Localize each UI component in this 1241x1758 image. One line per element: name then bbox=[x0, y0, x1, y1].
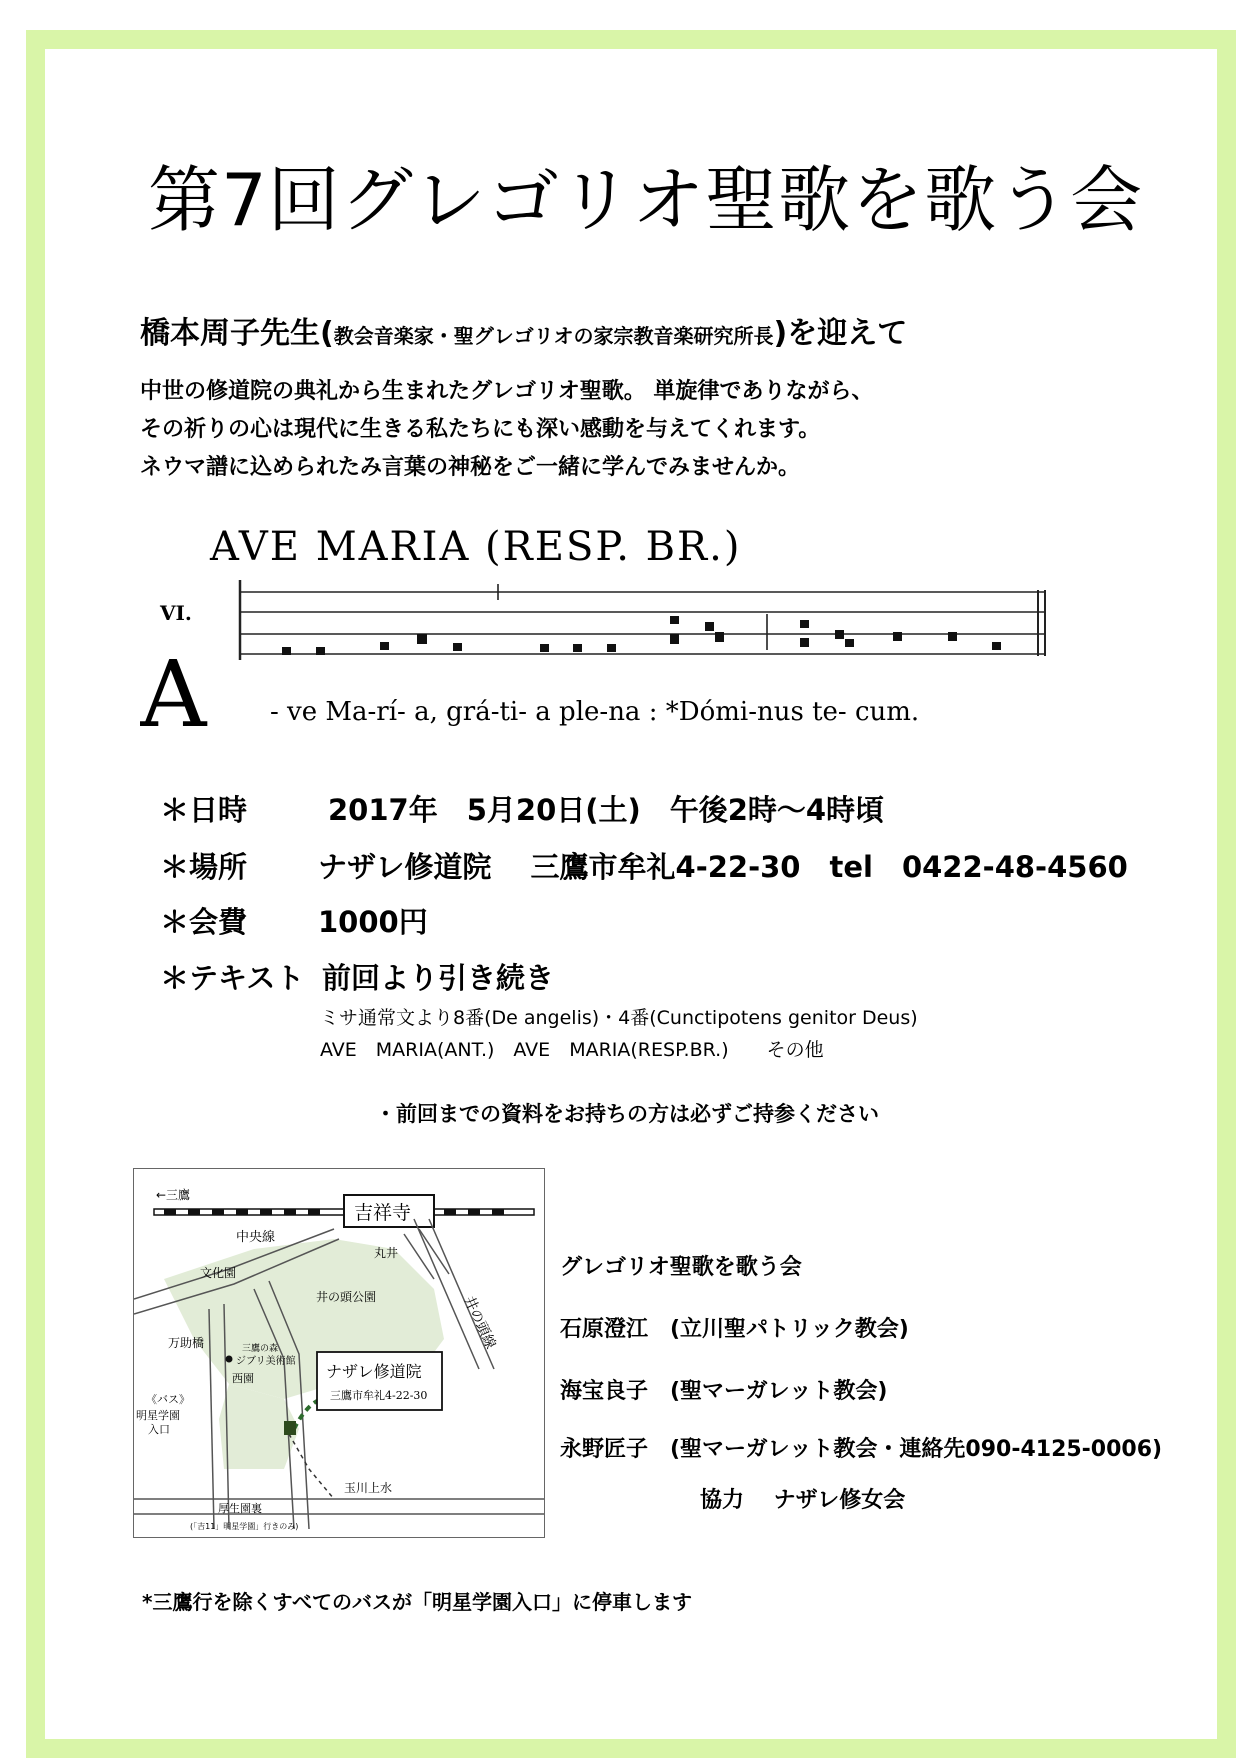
intro-line-1: 中世の修道院の典礼から生まれたグレゴリオ聖歌。 単旋律でありながら、 bbox=[140, 379, 874, 404]
chant-initial: A bbox=[140, 641, 207, 740]
bus-note: *三鷹行を除くすべてのバスが「明星学園入口」に停車します bbox=[142, 1590, 693, 1614]
place-row bbox=[160, 845, 1128, 886]
map-label-line: 中央線 bbox=[236, 1230, 276, 1245]
map-label-seien: 西園 bbox=[232, 1372, 254, 1385]
fee-value: 1000円 bbox=[318, 905, 428, 939]
text-value: 前回より引き続き bbox=[322, 961, 555, 995]
map-label-nazareth: ナザレ修道院 bbox=[326, 1362, 422, 1381]
bring-materials-note: ・前回までの資料をお持ちの方は必ずご持参ください bbox=[375, 1102, 879, 1126]
fee-row bbox=[160, 900, 428, 941]
guest-name: 橋本周子先生 bbox=[140, 316, 320, 351]
guest-paren-open: ( bbox=[320, 316, 334, 351]
text-sub-line-1: ミサ通常文より8番(De angelis)・4番(Cunctipotens genitor Deus) bbox=[320, 1007, 918, 1029]
map-label-nazareth-addr: 三鷹市牟礼4-22-30 bbox=[330, 1389, 428, 1402]
contact-person-3: 永野匠子 (聖マーガレット教会・連絡先090-4125-0006) bbox=[560, 1437, 1163, 1462]
map-label-to-mitaka: ←三鷹 bbox=[156, 1188, 191, 1202]
map-label-kosei-note: (「吉11」明星学園」行きのみ) bbox=[190, 1522, 299, 1531]
map-drawing bbox=[134, 1169, 544, 1537]
map-label-ghibli-1: 三鷹の森 bbox=[242, 1344, 279, 1354]
chant-neumes bbox=[282, 616, 1001, 655]
guest-role: 教会音楽家・聖グレゴリオの家宗教音楽研究所長 bbox=[333, 324, 774, 348]
guest-suffix: を迎えて bbox=[787, 316, 908, 351]
fee-label: ＊会費 bbox=[160, 905, 248, 939]
text-label: ＊テキスト bbox=[160, 961, 305, 995]
chant-mode: VI. bbox=[160, 601, 192, 625]
chant-heading: AVE MARIA (RESP. BR.) bbox=[210, 524, 742, 570]
map-label-bus-3: 入口 bbox=[148, 1423, 170, 1436]
map-label-bus-2: 明星学園 bbox=[136, 1409, 180, 1422]
guest-paren-close: ) bbox=[773, 316, 788, 351]
page-title: 第7回グレゴリオ聖歌を歌う会 bbox=[148, 158, 1144, 242]
contact-cooperation: 協力 ナザレ修女会 bbox=[700, 1488, 906, 1513]
map-tamagawa-dashed bbox=[289, 1434, 334, 1499]
place-value: ナザレ修道院 三鷹市牟礼4-22-30 tel 0422-48-4560 bbox=[318, 850, 1128, 884]
map-label-bus-1: 《バス》 bbox=[146, 1393, 190, 1406]
map-label-bunka: 文化園 bbox=[200, 1266, 237, 1280]
date-row bbox=[160, 788, 884, 829]
chant-score bbox=[140, 520, 1080, 740]
map-label-inokashira-line: 井の頭線 bbox=[460, 1293, 499, 1352]
contact-person-2: 海宝良子 (聖マーガレット教会) bbox=[560, 1379, 888, 1404]
intro-line-3: ネウマ譜に込められたみ言葉の神秘をご一緒に学んでみませんか。 bbox=[140, 455, 801, 480]
map-label-station: 吉祥寺 bbox=[354, 1202, 412, 1224]
contact-person-1: 石原澄江 (立川聖パトリック教会) bbox=[560, 1317, 909, 1342]
map-label-park: 井の頭公園 bbox=[316, 1290, 377, 1304]
date-value: 2017年 5月20日(土) 午後2時～4時頃 bbox=[328, 793, 885, 827]
map-label-ghibli-2: ジブリ美術館 bbox=[236, 1356, 296, 1367]
chant-lyrics: - ve Ma-rí- a, grá-ti- a ple-na : *Dómi-nus te- cum. bbox=[270, 697, 920, 727]
map-label-tamagawa: 玉川上水 bbox=[344, 1481, 393, 1495]
map-ghibli-marker bbox=[226, 1356, 233, 1363]
map-nazareth-marker bbox=[284, 1421, 296, 1435]
place-label: ＊場所 bbox=[160, 850, 248, 884]
map-label-marui: 丸井 bbox=[374, 1246, 399, 1260]
map-label-kosei: 厚生園裏 bbox=[218, 1502, 262, 1515]
map-label-mansuke: 万助橋 bbox=[168, 1336, 205, 1350]
contact-org: グレゴリオ聖歌を歌う会 bbox=[560, 1255, 802, 1280]
text-row bbox=[160, 956, 554, 997]
intro-text bbox=[140, 373, 873, 487]
text-sub-line-2: AVE MARIA(ANT.) AVE MARIA(RESP.BR.) その他 bbox=[320, 1039, 824, 1061]
intro-line-2: その祈りの心は現代に生きる私たちにも深い感動を与えてくれます。 bbox=[140, 417, 821, 442]
guest-line bbox=[140, 308, 907, 352]
access-map bbox=[133, 1168, 545, 1538]
date-label: ＊日時 bbox=[160, 793, 248, 827]
chant-staff bbox=[240, 580, 1045, 660]
